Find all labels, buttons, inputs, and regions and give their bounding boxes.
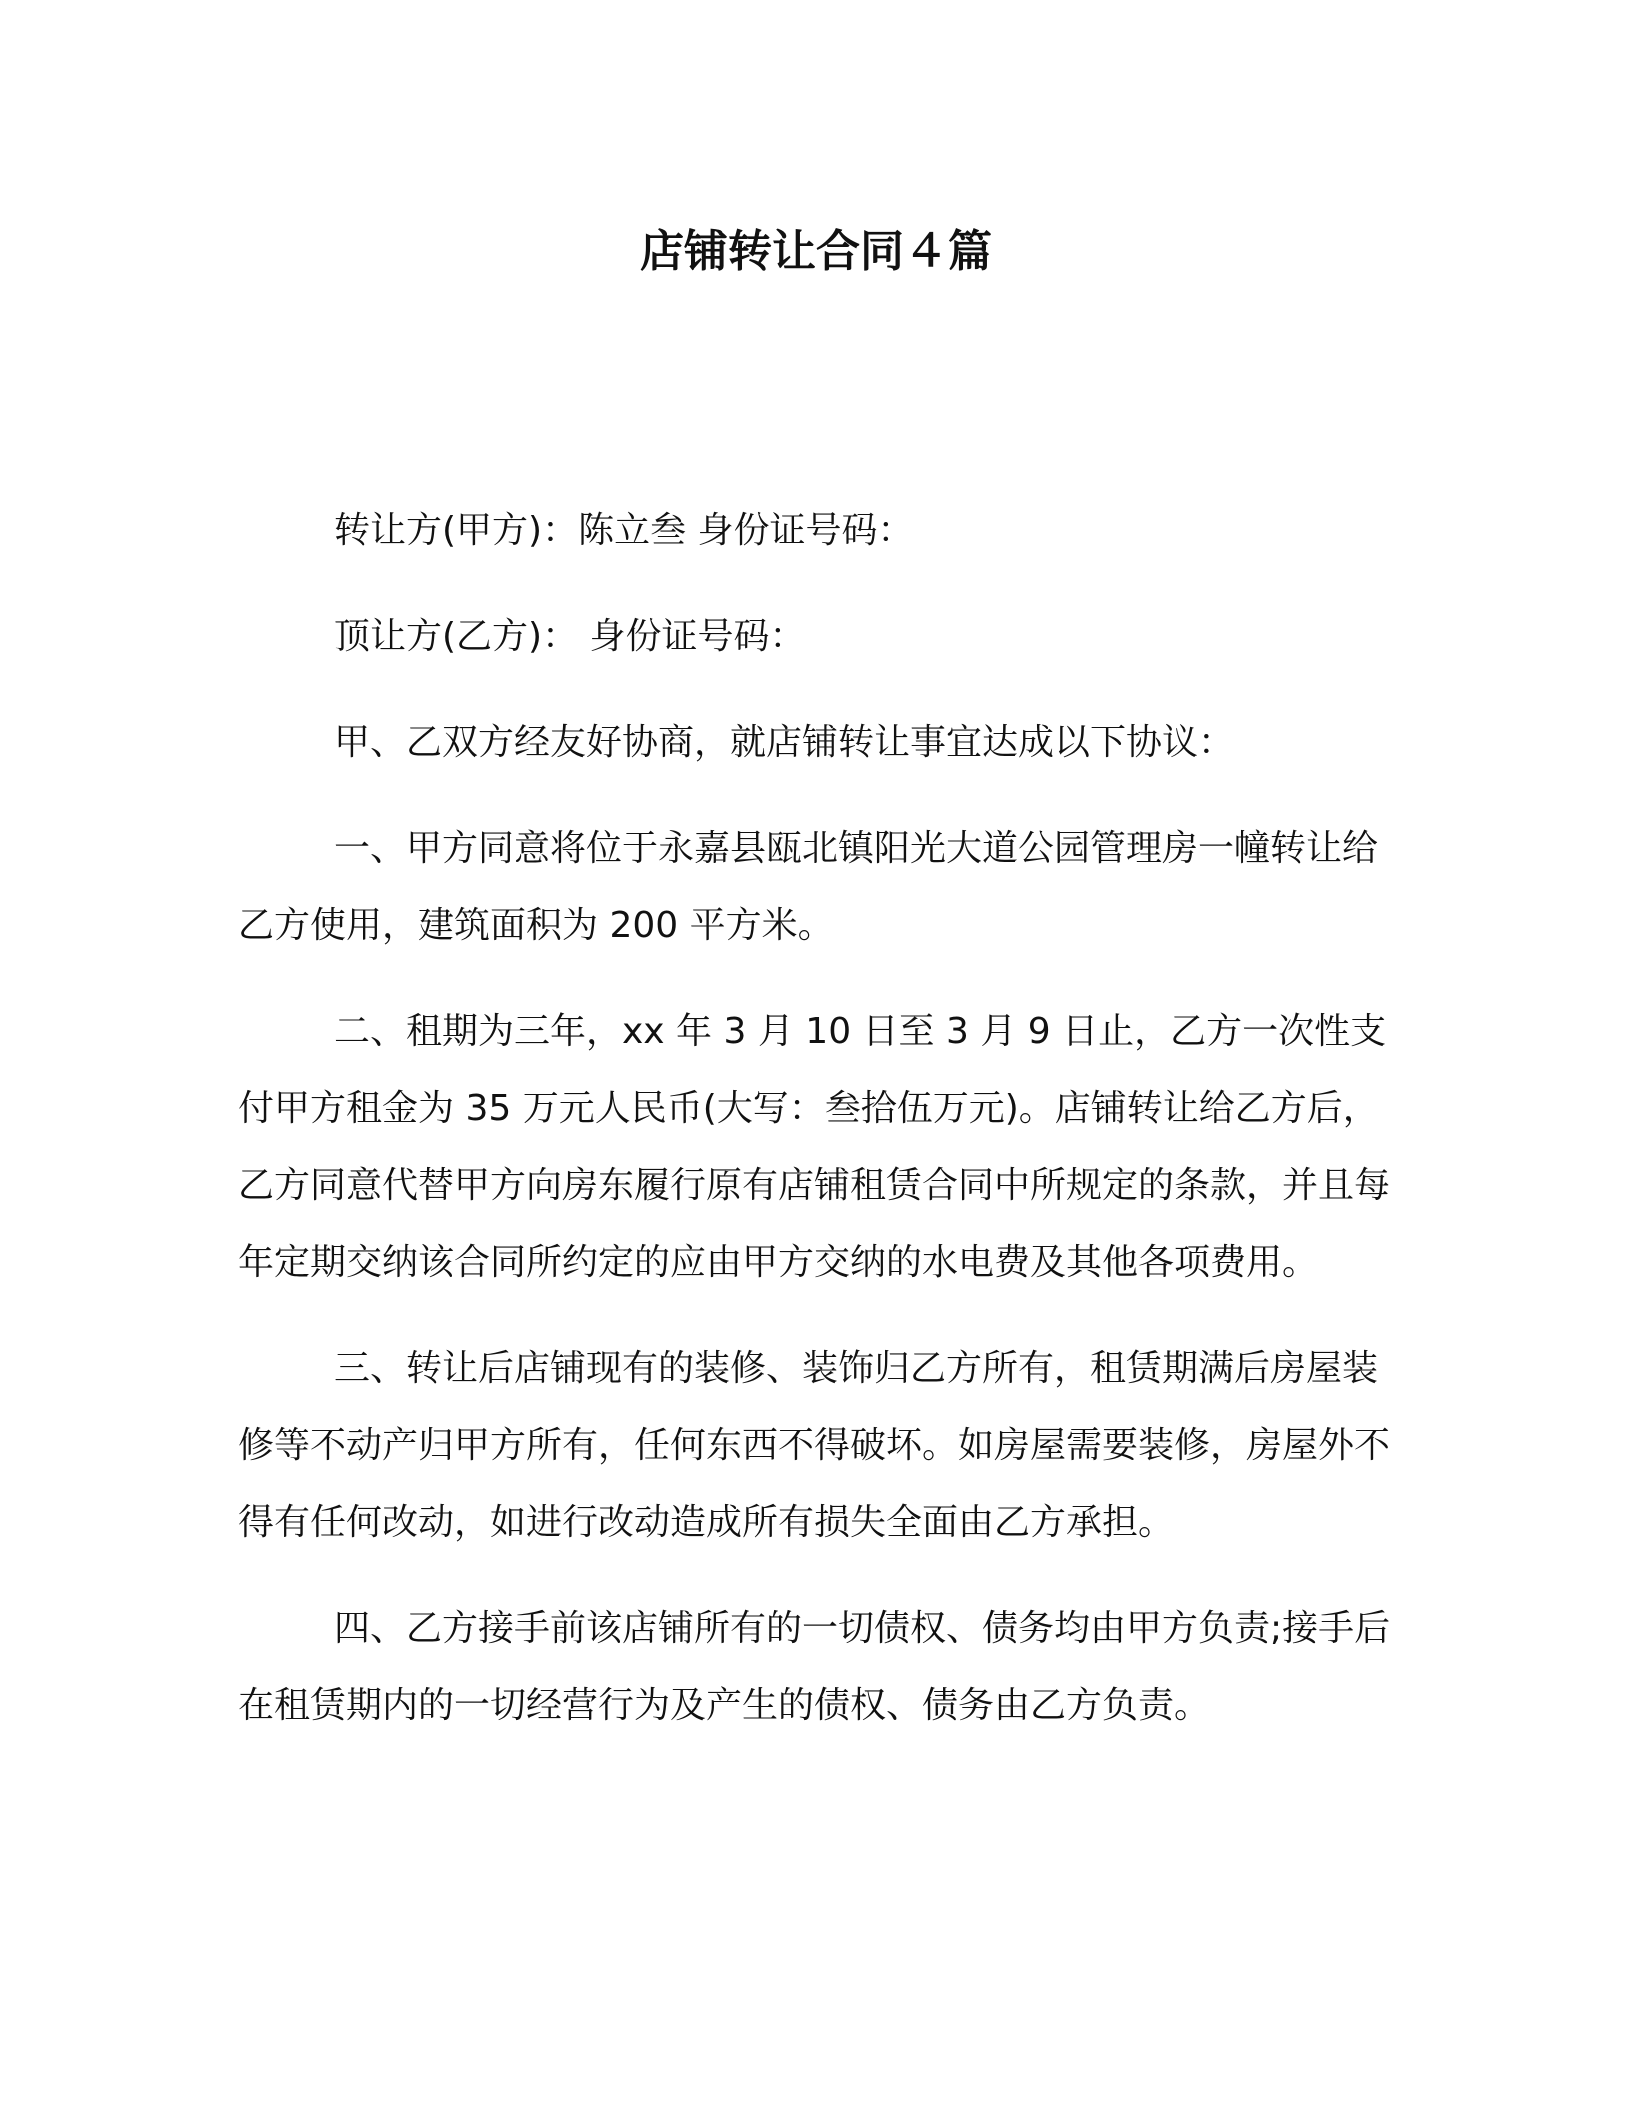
- paragraph-clause-3: 三、转让后店铺现有的装修、装饰归乙方所有，租赁期满后房屋装修等不动产归甲方所有，任何东西不得破坏。如房屋需要装修，房屋外不得有任何改动，如进行改动造成所有损失全面由乙方承担。: [238, 1348, 1391, 1543]
- paragraph-transferor: 转让方(甲方)：陈立叁 身份证号码：: [334, 510, 914, 551]
- paragraph-clause-2: 二、租期为三年，xx 年 3 月 10 日至 3 月 9 日止，乙方一次性支付甲方租金为 35 万元人民币(大写：叁拾伍万元)。店铺转让给乙方后，乙方同意代替甲方向房东履行原有店铺租赁合同中所规定的条款，并且每年定期交纳该合同所约定的应由甲方交纳的水电费及其他各项费用。: [238, 1011, 1391, 1283]
- document-title: 店铺转让合同４篇: [640, 226, 992, 277]
- document-body: [238, 492, 1398, 1773]
- paragraph-clause-4: 四、乙方接手前该店铺所有的一切债权、债务均由甲方负责;接手后在租赁期内的一切经营行为及产生的债权、债务由乙方负责。: [238, 1608, 1391, 1726]
- paragraph-transferee: 顶让方(乙方)： 身份证号码：: [334, 616, 806, 657]
- paragraph-clause-1: 一、甲方同意将位于永嘉县瓯北镇阳光大道公园管理房一幢转让给乙方使用，建筑面积为 200 平方米。: [238, 828, 1379, 946]
- paragraph-agreement-intro: 甲、乙双方经友好协商，就店铺转让事宜达成以下协议：: [334, 722, 1235, 763]
